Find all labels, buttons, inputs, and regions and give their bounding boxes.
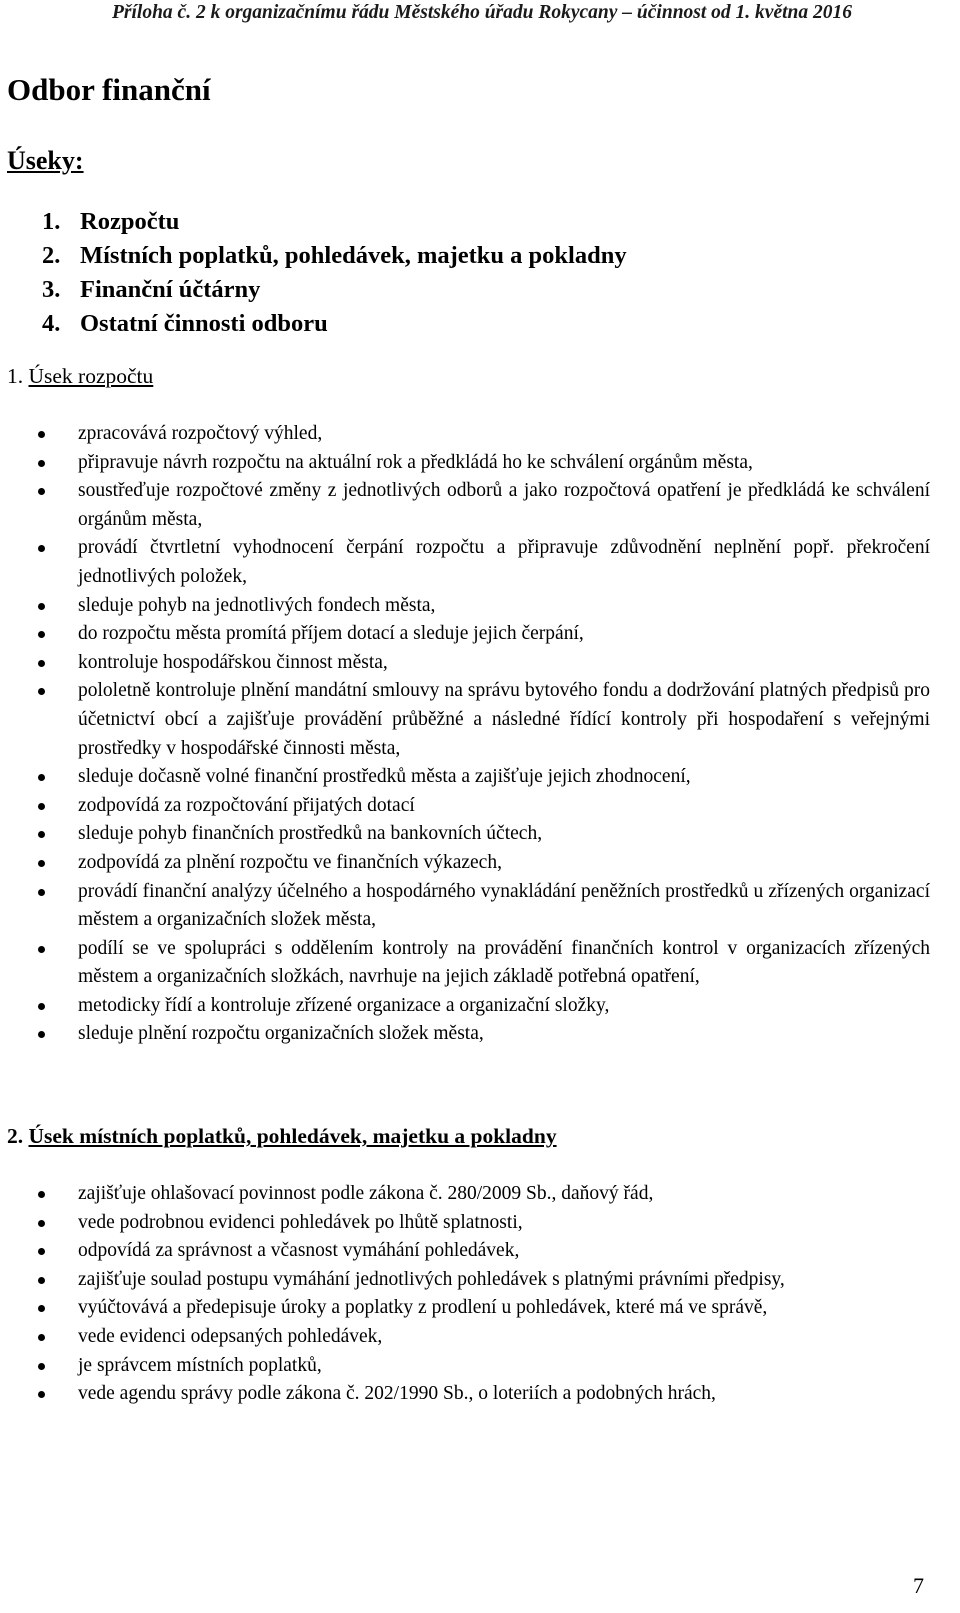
list-item: [0, 792, 930, 821]
list-item: [0, 420, 930, 449]
list-item: [0, 677, 930, 763]
bullet-icon: [38, 488, 45, 495]
section-2-title: Úsek místních poplatků, pohledávek, majetku a pokladny: [28, 1124, 557, 1148]
page-number: 7: [913, 1573, 924, 1598]
list-item-text: sleduje pohyb finančních prostředků na bankovních účtech,: [78, 823, 543, 845]
bullet-icon: [38, 1334, 45, 1341]
list-number: 3.: [42, 276, 61, 303]
list-item: [0, 649, 930, 678]
section-1-heading: [7, 364, 153, 389]
list-item: [0, 1352, 930, 1381]
bullet-icon: [38, 660, 45, 667]
bullet-icon: [38, 1003, 45, 1010]
list-item-text: odpovídá za správnost a včasnost vymáhání pohledávek,: [78, 1240, 520, 1262]
bullet-icon: [38, 631, 45, 638]
section-2-heading: [7, 1124, 557, 1149]
bullet-icon: [38, 889, 45, 896]
section-2-list: [0, 1180, 960, 1409]
list-item: [0, 878, 930, 935]
bullet-icon: [38, 946, 45, 953]
bullet-icon: [38, 1191, 45, 1198]
section-1-list: [0, 420, 960, 1049]
list-number: 1.: [42, 208, 61, 235]
list-item: [0, 592, 930, 621]
list-item-text: provádí čtvrtletní vyhodnocení čerpání rozpočtu a připravuje zdůvodnění neplnění popř. překročení jednotlivých položek,: [78, 537, 930, 587]
list-item-text: pololetně kontroluje plnění mandátní smlouvy na správu bytového fondu a dodržování platných předpisů pro účetnictví obcí a zajišťuje provádění průběžné a následné řídící kontroly při hospodaření s veřejnými prostředky v hospodářské činnosti města,: [78, 680, 930, 759]
list-item: [0, 1020, 930, 1049]
list-item: [0, 1209, 930, 1238]
list-number: 4.: [42, 310, 61, 337]
list-item: [0, 1180, 930, 1209]
list-item-text: provádí finanční analýzy účelného a hospodárného vynakládání peněžních prostředků u zřízených organizací městem a organizačních složek města,: [78, 880, 930, 931]
list-item-text: je správcem místních poplatků,: [78, 1354, 322, 1376]
bullet-icon: [38, 460, 45, 467]
department-title: Odbor finanční: [7, 72, 211, 107]
list-item: [0, 935, 930, 992]
list-item: [0, 620, 930, 649]
list-item-text: sleduje plnění rozpočtu organizačních složek města,: [78, 1023, 484, 1045]
list-item-text: zpracovává rozpočtový výhled,: [78, 423, 323, 444]
bullet-icon: [38, 545, 45, 552]
list-item: [0, 1380, 930, 1409]
list-item-text: vyúčtovává a předepisuje úroky a poplatky z prodlení u pohledávek, které má ve správě,: [78, 1297, 768, 1319]
list-item-text: zajišťuje ohlašovací povinnost podle zákona č. 280/2009 Sb., daňový řád,: [78, 1183, 654, 1204]
list-item-text: podílí se ve spolupráci s oddělením kontroly na provádění finančních kontrol v organizacích zřízených městem a organizačních složkách, navrhuje na jejich základě potřebná opatření,: [78, 937, 930, 988]
list-item-label: Místních poplatků, pohledávek, majetku a pokladny: [80, 242, 627, 269]
list-item-text: sleduje dočasně volné finanční prostředků města a zajišťuje jejich zhodnocení,: [78, 766, 691, 788]
list-item-text: vede agendu správy podle zákona č. 202/1990 Sb., o loteriích a podobných hrách,: [78, 1383, 716, 1405]
list-item-text: připravuje návrh rozpočtu na aktuální rok a předkládá ho ke schválení orgánům města,: [78, 451, 753, 473]
bullet-icon: [38, 1248, 45, 1255]
bullet-icon: [38, 1031, 45, 1038]
bullet-icon: [38, 1391, 45, 1398]
list-item-text: soustřeďuje rozpočtové změny z jednotlivých odborů a jako rozpočtová opatření je předkládá ke schválení orgánům města,: [78, 480, 930, 530]
list-item-text: metodicky řídí a kontroluje zřízené organizace a organizační složky,: [78, 994, 610, 1016]
bullet-icon: [38, 1363, 45, 1370]
section-2-number: 2.: [7, 1124, 24, 1148]
bullet-icon: [38, 860, 45, 867]
list-item-text: zodpovídá za rozpočtování přijatých dotací: [78, 794, 415, 816]
list-item: [0, 992, 930, 1021]
bullet-icon: [38, 774, 45, 781]
list-item: [0, 1323, 930, 1352]
bullet-icon: [38, 688, 45, 695]
list-item-text: zajišťuje soulad postupu vymáhání jednotlivých pohledávek s platnými právními předpisy,: [78, 1268, 785, 1290]
bullet-icon: [38, 831, 45, 838]
list-item: [0, 820, 930, 849]
list-item-text: kontroluje hospodářskou činnost města,: [78, 651, 388, 673]
list-item-text: zodpovídá za plnění rozpočtu ve finančních výkazech,: [78, 851, 502, 873]
list-item: [0, 1237, 930, 1266]
list-item: [0, 477, 930, 534]
list-item: [0, 1266, 930, 1295]
list-item-label: Ostatní činnosti odboru: [80, 310, 328, 337]
list-item-text: vede podrobnou evidenci pohledávek po lhůtě splatnosti,: [78, 1211, 523, 1233]
list-item: [0, 763, 930, 792]
bullet-icon: [38, 803, 45, 810]
bullet-icon: [38, 431, 45, 438]
list-item: [0, 1294, 930, 1323]
list-item: [0, 849, 930, 878]
bullet-icon: [38, 603, 45, 610]
bullet-icon: [38, 1305, 45, 1312]
list-item-label: Finanční účtárny: [80, 276, 261, 303]
sections-heading: Úseky:: [7, 146, 84, 175]
list-item-text: sleduje pohyb na jednotlivých fondech města,: [78, 594, 436, 616]
section-1-title: Úsek rozpočtu: [28, 364, 154, 388]
list-item-text: vede evidenci odepsaných pohledávek,: [78, 1325, 383, 1347]
page-header: Příloha č. 2 k organizačnímu řádu Městského úřadu Rokycany – účinnost od 1. května 2016: [111, 2, 852, 23]
list-item-label: Rozpočtu: [80, 208, 180, 235]
bullet-icon: [38, 1277, 45, 1284]
section-1-number: 1.: [7, 364, 24, 388]
list-number: 2.: [42, 242, 61, 269]
list-item: [0, 534, 930, 591]
list-item-text: do rozpočtu města promítá příjem dotací a sleduje jejich čerpání,: [78, 623, 584, 645]
bullet-icon: [38, 1220, 45, 1227]
list-item: [0, 449, 930, 478]
